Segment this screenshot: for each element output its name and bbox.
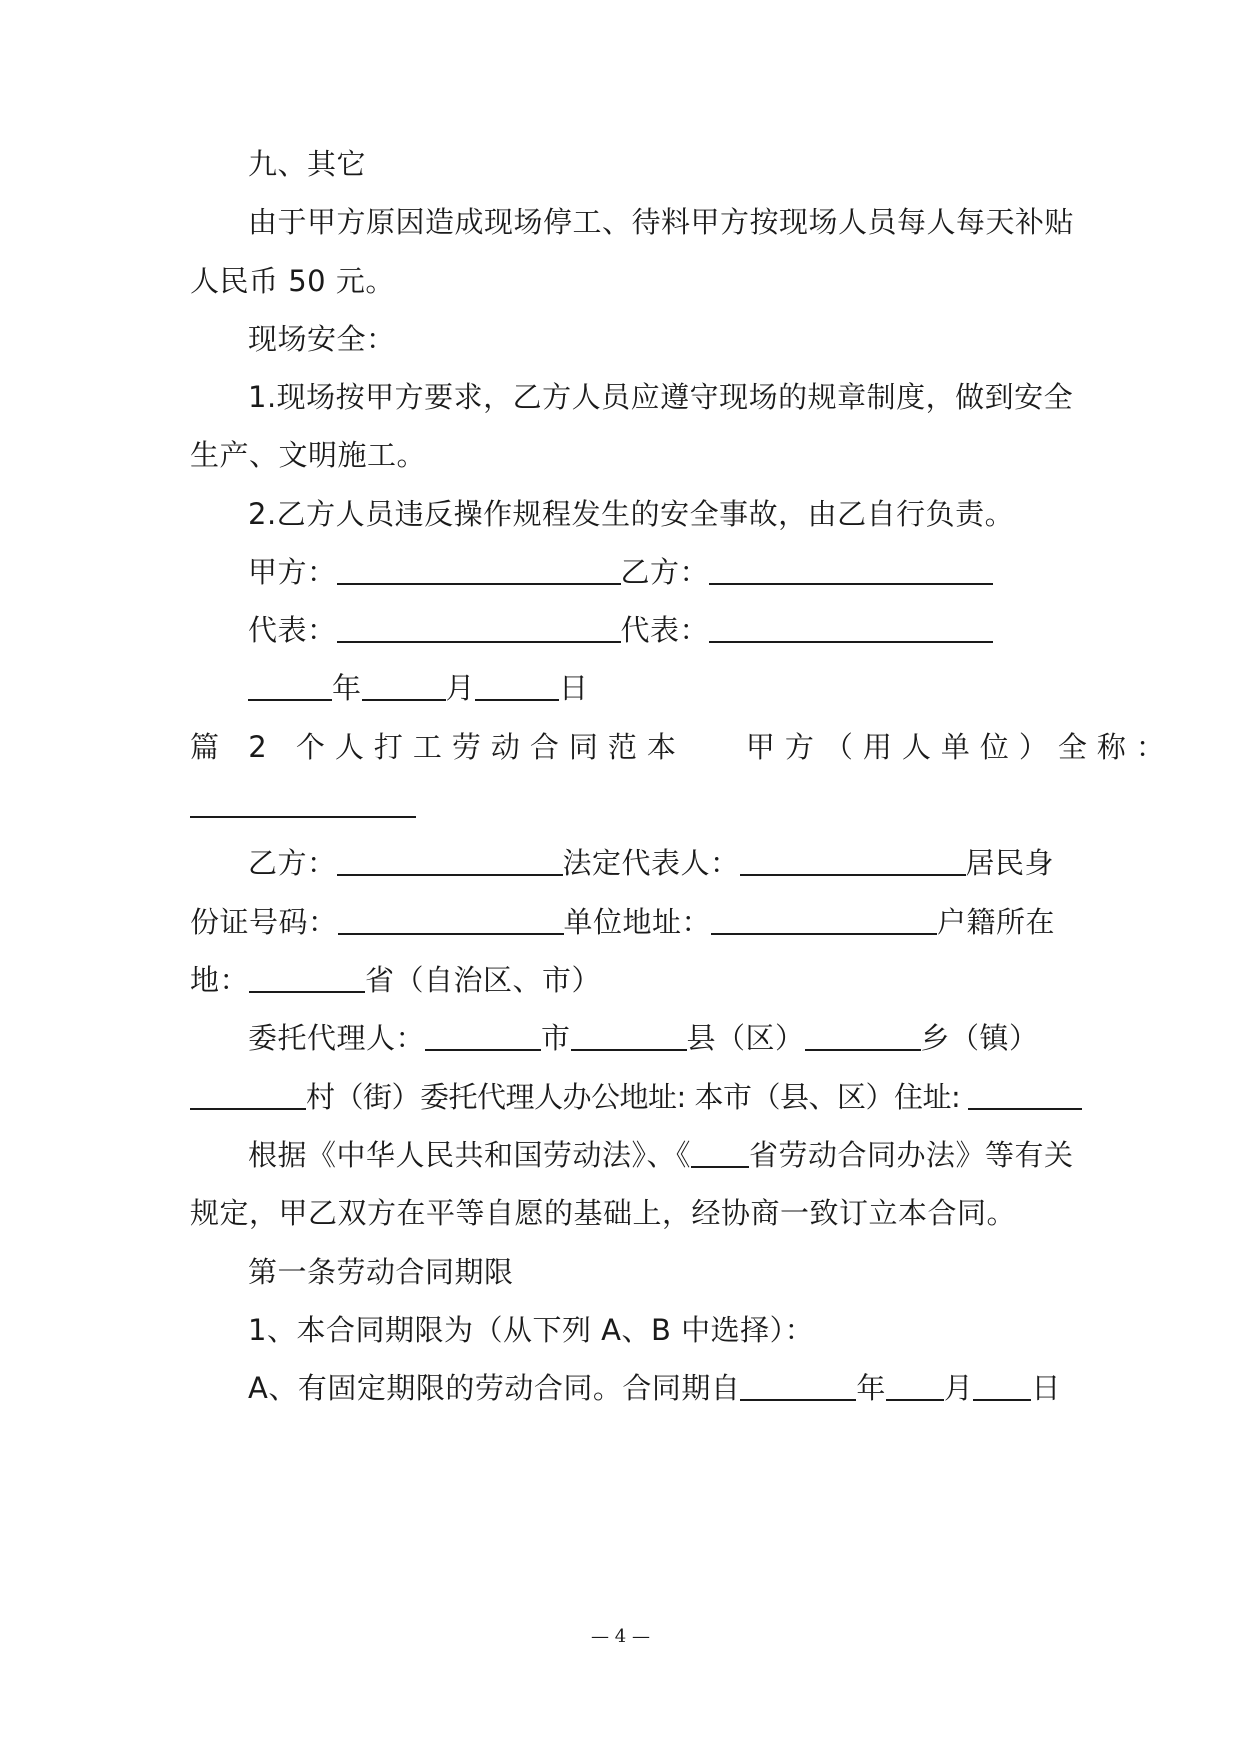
agent-row (248, 1018, 1060, 1058)
resident-id-label-part-1: 居民身 (965, 846, 1055, 880)
unit-address-blank[interactable] (711, 905, 937, 935)
unit-address-label: 单位地址： (563, 905, 712, 939)
employer-name-blank[interactable] (190, 788, 416, 818)
agent-city-blank[interactable] (425, 1021, 541, 1051)
sign-day-blank[interactable] (475, 671, 559, 701)
household-label-part-1: 户籍所在 (937, 905, 1056, 939)
option-a-row (248, 1368, 1060, 1408)
signature-representative-row (248, 610, 1060, 650)
resident-id-label-part-2: 份证号码： (190, 905, 338, 939)
legal-basis-text-part-2: 省劳动合同办法》等有关 (749, 1138, 1074, 1172)
township-label: 乡（镇） (920, 1021, 1039, 1055)
legal-rep-label: 法定代表人： (562, 846, 740, 880)
agent-office-address-label: 村（街）委托代理人办公地址: 本市（县、区）住址: (306, 1080, 961, 1114)
province-label: 省（自治区、市） (365, 963, 602, 997)
legal-rep-blank[interactable] (740, 846, 966, 876)
safety-clause-1-line-1: 1.现场按甲方要求，乙方人员应遵守现场的规章制度，做到安全 (248, 380, 1074, 414)
rep-b-label: 代表： (620, 613, 710, 647)
safety-clause-1-line-2: 生产、文明施工。 (190, 438, 427, 472)
sign-month-label: 月 (445, 671, 476, 705)
household-label-part-2: 地： (190, 963, 250, 997)
resident-id-blank[interactable] (338, 905, 564, 935)
safety-title: 现场安全： (248, 322, 396, 356)
start-year-blank[interactable] (740, 1371, 856, 1401)
option-a-label: A、有固定期限的劳动合同。合同期自 (248, 1371, 741, 1405)
rep-b-blank[interactable] (709, 613, 993, 643)
article-1-title: 第一条劳动合同期限 (248, 1255, 514, 1289)
agent-county-blank[interactable] (571, 1021, 687, 1051)
sign-day-label: 日 (559, 671, 589, 705)
party-b-info-label: 乙方： (248, 846, 337, 880)
employer-name-label: 甲方（用人单位）全称： (745, 730, 1175, 764)
city-label: 市 (541, 1021, 571, 1055)
stoppage-paragraph-line-1: 由于甲方原因造成现场停工、待料甲方按现场人员每人每天补贴 (248, 205, 1075, 239)
sign-month-blank[interactable] (362, 671, 446, 701)
signature-date-row (248, 668, 1060, 708)
party-a-label: 甲方： (248, 555, 337, 589)
party-a-blank[interactable] (337, 555, 621, 585)
start-day-label: 日 (1031, 1371, 1061, 1405)
party-b-label: 乙方： (620, 555, 710, 589)
agent-label: 委托代理人： (248, 1021, 426, 1055)
page-number: — 4 — (591, 1626, 650, 1647)
stoppage-paragraph-line-2: 人民币 50 元。 (190, 264, 395, 298)
section-9-title: 九、其它 (248, 147, 367, 181)
rep-a-label: 代表： (248, 613, 337, 647)
household-row (190, 960, 1060, 1000)
start-month-blank[interactable] (886, 1371, 944, 1401)
party-b-info-row (248, 843, 1060, 883)
agent-village-blank[interactable] (190, 1080, 306, 1110)
legal-basis-text-part-1: 根据《中华人民共和国劳动法》、《 (248, 1138, 692, 1172)
start-year-label: 年 (856, 1371, 886, 1405)
agent-address-blank[interactable] (968, 1080, 1082, 1110)
sign-year-blank[interactable] (248, 671, 332, 701)
contract-2-heading: 篇 2 个人打工劳动合同范本 (190, 730, 686, 764)
agent-township-blank[interactable] (805, 1021, 921, 1051)
party-b-info-blank[interactable] (337, 846, 563, 876)
province-name-blank[interactable] (691, 1138, 749, 1168)
legal-basis-line-1 (248, 1135, 1074, 1175)
sign-year-label: 年 (332, 671, 362, 705)
agent-address-row (190, 1077, 1060, 1117)
legal-basis-line-2: 规定，甲乙双方在平等自愿的基础上，经协商一致订立本合同。 (190, 1196, 1017, 1230)
party-b-blank[interactable] (709, 555, 993, 585)
start-month-label: 月 (943, 1371, 974, 1405)
start-day-blank[interactable] (973, 1371, 1031, 1401)
household-province-blank[interactable] (249, 963, 365, 993)
rep-a-blank[interactable] (337, 613, 621, 643)
county-label: 县（区） (686, 1021, 805, 1055)
employer-name-row (190, 785, 1060, 825)
signature-party-row (248, 552, 1060, 592)
id-address-row (190, 902, 1060, 942)
term-choice-line: 1、本合同期限为（从下列 A、B 中选择）： (248, 1313, 815, 1347)
safety-clause-2: 2.乙方人员违反操作规程发生的安全事故，由乙自行负责。 (248, 497, 1015, 531)
contract-2-heading-row (190, 727, 1175, 767)
